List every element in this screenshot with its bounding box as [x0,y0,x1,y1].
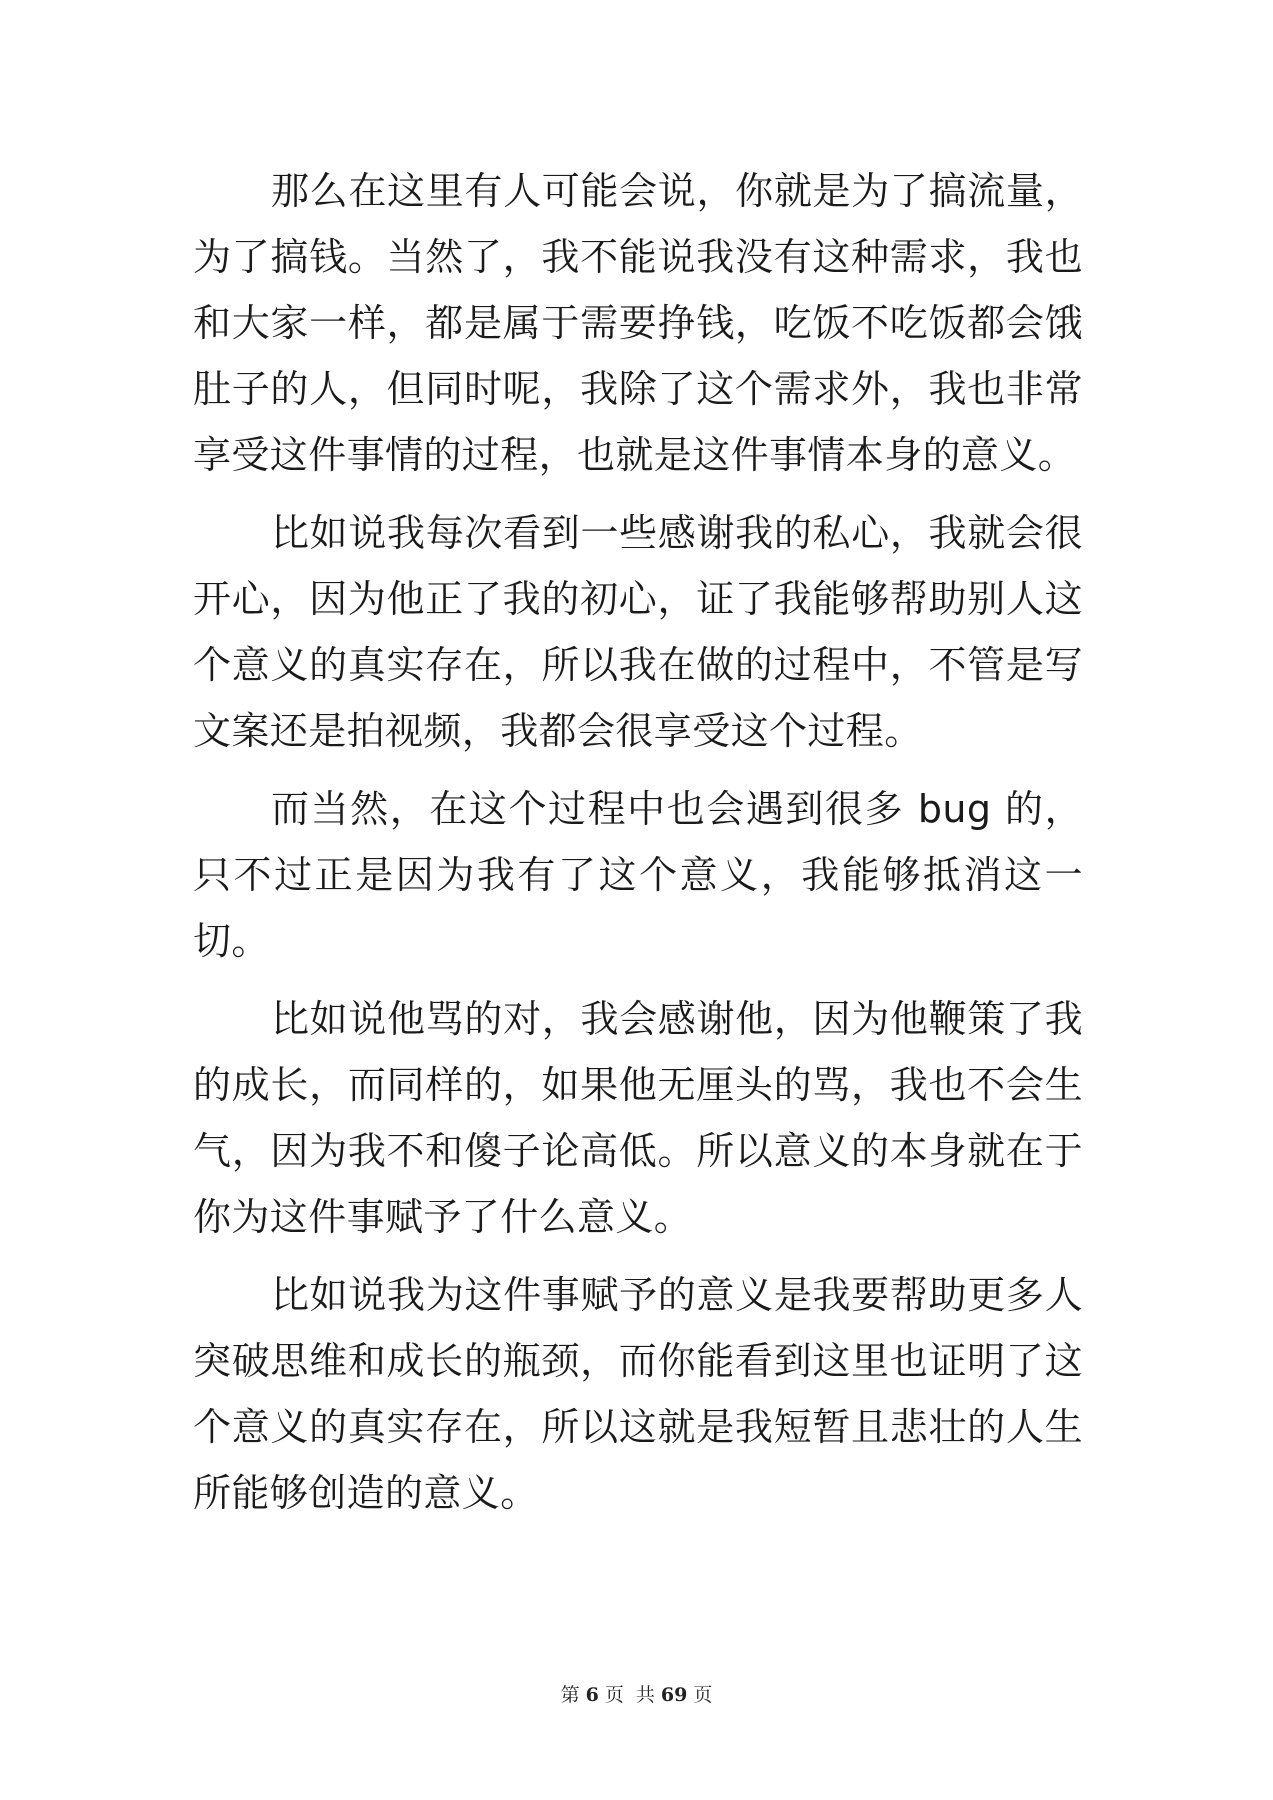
paragraph-1: 那么在这里有人可能会说，你就是为了搞流量，为了搞钱。当然了，我不能说我没有这种需求，我也和大家一样，都是属于需要挣钱，吃饭不吃饭都会饿肚子的人，但同时呢，我除了这个需求外，我也非常享受这件事情的过程，也就是这件事情本身的意义。 [193,169,1083,477]
footer-middle: 页 共 [604,1684,655,1706]
page-footer [0,1680,1273,1707]
paragraph-5: 比如说我为这件事赋予的意义是我要帮助更多人突破思维和成长的瓶颈，而你能看到这里也证明了这个意义的真实存在，所以这就是我短暂且悲壮的人生所能够创造的意义。 [193,1273,1083,1515]
document-body [193,158,1083,1538]
paragraph-4: 比如说他骂的对，我会感谢他，因为他鞭策了我的成长，而同样的，如果他无厘头的骂，我也不会生气，因为我不和傻子论高低。所以意义的本身就在于你为这件事赋予了什么意义。 [193,997,1083,1239]
current-page-number: 6 [585,1684,599,1706]
paragraph-2: 比如说我每次看到一些感谢我的私心，我就会很开心，因为他正了我的初心，证了我能够帮助别人这个意义的真实存在，所以我在做的过程中，不管是写文案还是拍视频，我都会很享受这个过程。 [193,511,1083,753]
footer-prefix: 第 [560,1684,580,1706]
footer-suffix: 页 [693,1684,713,1706]
paragraph-3: 而当然，在这个过程中也会遇到很多 bug 的，只不过正是因为我有了这个意义，我能够抵消这一切。 [193,787,1083,963]
total-page-number: 69 [660,1684,688,1706]
